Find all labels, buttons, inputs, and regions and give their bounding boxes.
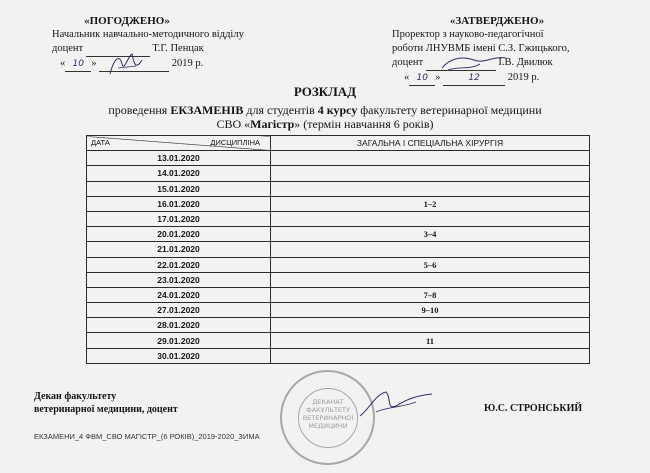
- approval-right-position-2: роботи ЛНУВМБ імені С.З. Гжицького,: [392, 43, 570, 54]
- subtitle-text: проведення: [108, 103, 171, 117]
- date-cell: 17.01.2020: [87, 211, 271, 226]
- stamp-line: ДЕКАНАТ: [312, 398, 344, 406]
- header-date: ДАТА: [91, 138, 110, 148]
- schedule-table: [86, 135, 590, 364]
- date-cell: 24.01.2020: [87, 287, 271, 302]
- exam-cell: 9–10: [271, 303, 590, 318]
- header-discipline: ДИСЦИПЛІНА: [210, 138, 260, 147]
- table-row: [87, 166, 590, 181]
- approval-left-year: 2019 р.: [171, 58, 204, 69]
- exam-cell: 11: [271, 333, 590, 348]
- signature-dean-icon: [356, 388, 436, 422]
- subtitle-text: СВО «: [216, 117, 251, 131]
- approval-right-year: 2019 р.: [507, 72, 540, 83]
- exam-cell: [271, 318, 590, 333]
- approval-left: [52, 14, 282, 72]
- table-row: [87, 257, 590, 272]
- date-cell: 20.01.2020: [87, 227, 271, 242]
- document-subtitle: [0, 103, 650, 131]
- date-quote-open: «: [60, 58, 66, 69]
- exam-cell: 5–6: [271, 257, 590, 272]
- date-quote-close: »: [91, 58, 97, 69]
- approval-left-name: Т.Г. Пенцак: [152, 43, 204, 54]
- exam-cell: 7–8: [271, 287, 590, 302]
- date-cell: 16.01.2020: [87, 196, 271, 211]
- table-row: [87, 318, 590, 333]
- exam-cell: [271, 166, 590, 181]
- table-row: [87, 287, 590, 302]
- exam-cell: 3–4: [271, 227, 590, 242]
- exam-cell: 1–2: [271, 196, 590, 211]
- subtitle-degree: Магістр: [250, 117, 295, 131]
- approval-left-date: [52, 57, 282, 72]
- exam-cell: [271, 272, 590, 287]
- date-day-handwritten: 10: [65, 57, 91, 72]
- table-row: [87, 196, 590, 211]
- table-row: [87, 333, 590, 348]
- stamp-text: [300, 398, 356, 430]
- signature-right-icon: [440, 52, 510, 76]
- approval-left-role: доцент: [52, 43, 84, 54]
- date-cell: 30.01.2020: [87, 348, 271, 363]
- table-row: [87, 348, 590, 363]
- subtitle-text: факультету ветеринарної медицини: [357, 103, 542, 117]
- date-cell: 23.01.2020: [87, 272, 271, 287]
- subtitle-course: 4 курсу: [317, 103, 358, 117]
- approval-right-position-1: Проректор з науково-педагогічної: [392, 29, 544, 40]
- date-quote-close: »: [435, 72, 441, 83]
- approval-left-signature-line: [52, 42, 282, 57]
- table-header-row: [87, 136, 590, 151]
- approval-left-position: Начальник навчально-методичного відділу: [52, 29, 244, 40]
- date-cell: 15.01.2020: [87, 181, 271, 196]
- file-name: ЕКЗАМЕНИ_4 ФВМ_СВО МАГІСТР_(6 РОКІВ)_2019-2020_ЗИМА: [34, 432, 260, 441]
- exam-cell: [271, 242, 590, 257]
- exam-cell: [271, 348, 590, 363]
- table-row: [87, 303, 590, 318]
- dean-title-1: Декан факультету: [34, 391, 117, 402]
- stamp-line: ФАКУЛЬТЕТУ: [306, 406, 350, 414]
- table-row: [87, 272, 590, 287]
- approval-right-heading: «ЗАТВЕРДЖЕНО»: [449, 15, 545, 27]
- dean-block: [34, 390, 178, 416]
- exam-cell: [271, 181, 590, 196]
- stamp-line: МЕДИЦИНИ: [308, 422, 348, 430]
- signature-left-icon: [106, 50, 146, 80]
- date-cell: 22.01.2020: [87, 257, 271, 272]
- approval-left-heading: «ПОГОДЖЕНО»: [84, 15, 170, 27]
- date-cell: 14.01.2020: [87, 166, 271, 181]
- header-subject: ЗАГАЛЬНА І СПЕЦІАЛЬНА ХІРУРГІЯ: [271, 136, 590, 151]
- dean-name: Ю.С. СТРОНСЬКИЙ: [484, 403, 583, 414]
- date-month-handwritten: 12: [443, 71, 505, 86]
- date-cell: 28.01.2020: [87, 318, 271, 333]
- table-row: [87, 211, 590, 226]
- date-quote-open: «: [404, 72, 410, 83]
- exam-cell: [271, 211, 590, 226]
- subtitle-text: » (термін навчання 6 років): [294, 117, 434, 131]
- table-row: [87, 181, 590, 196]
- table-row: [87, 227, 590, 242]
- date-day-handwritten: 10: [409, 71, 435, 86]
- date-cell: 21.01.2020: [87, 242, 271, 257]
- exam-cell: [271, 151, 590, 166]
- date-cell: 13.01.2020: [87, 151, 271, 166]
- schedule-body: [87, 151, 590, 364]
- subtitle-exams: ЕКЗАМЕНІВ: [170, 103, 244, 117]
- approval-right-name: І.В. Двилюк: [498, 57, 553, 68]
- header-diagonal-cell: [87, 136, 271, 151]
- dean-title-2: ветеринарної медицини, доцент: [34, 404, 178, 415]
- table-row: [87, 242, 590, 257]
- document-title: РОЗКЛАД: [293, 84, 357, 99]
- table-row: [87, 151, 590, 166]
- stamp-line: ВЕТЕРИНАРНОЇ: [302, 414, 354, 422]
- date-cell: 27.01.2020: [87, 303, 271, 318]
- date-cell: 29.01.2020: [87, 333, 271, 348]
- approval-right-role: доцент: [392, 57, 424, 68]
- subtitle-text: для студентів: [243, 103, 318, 117]
